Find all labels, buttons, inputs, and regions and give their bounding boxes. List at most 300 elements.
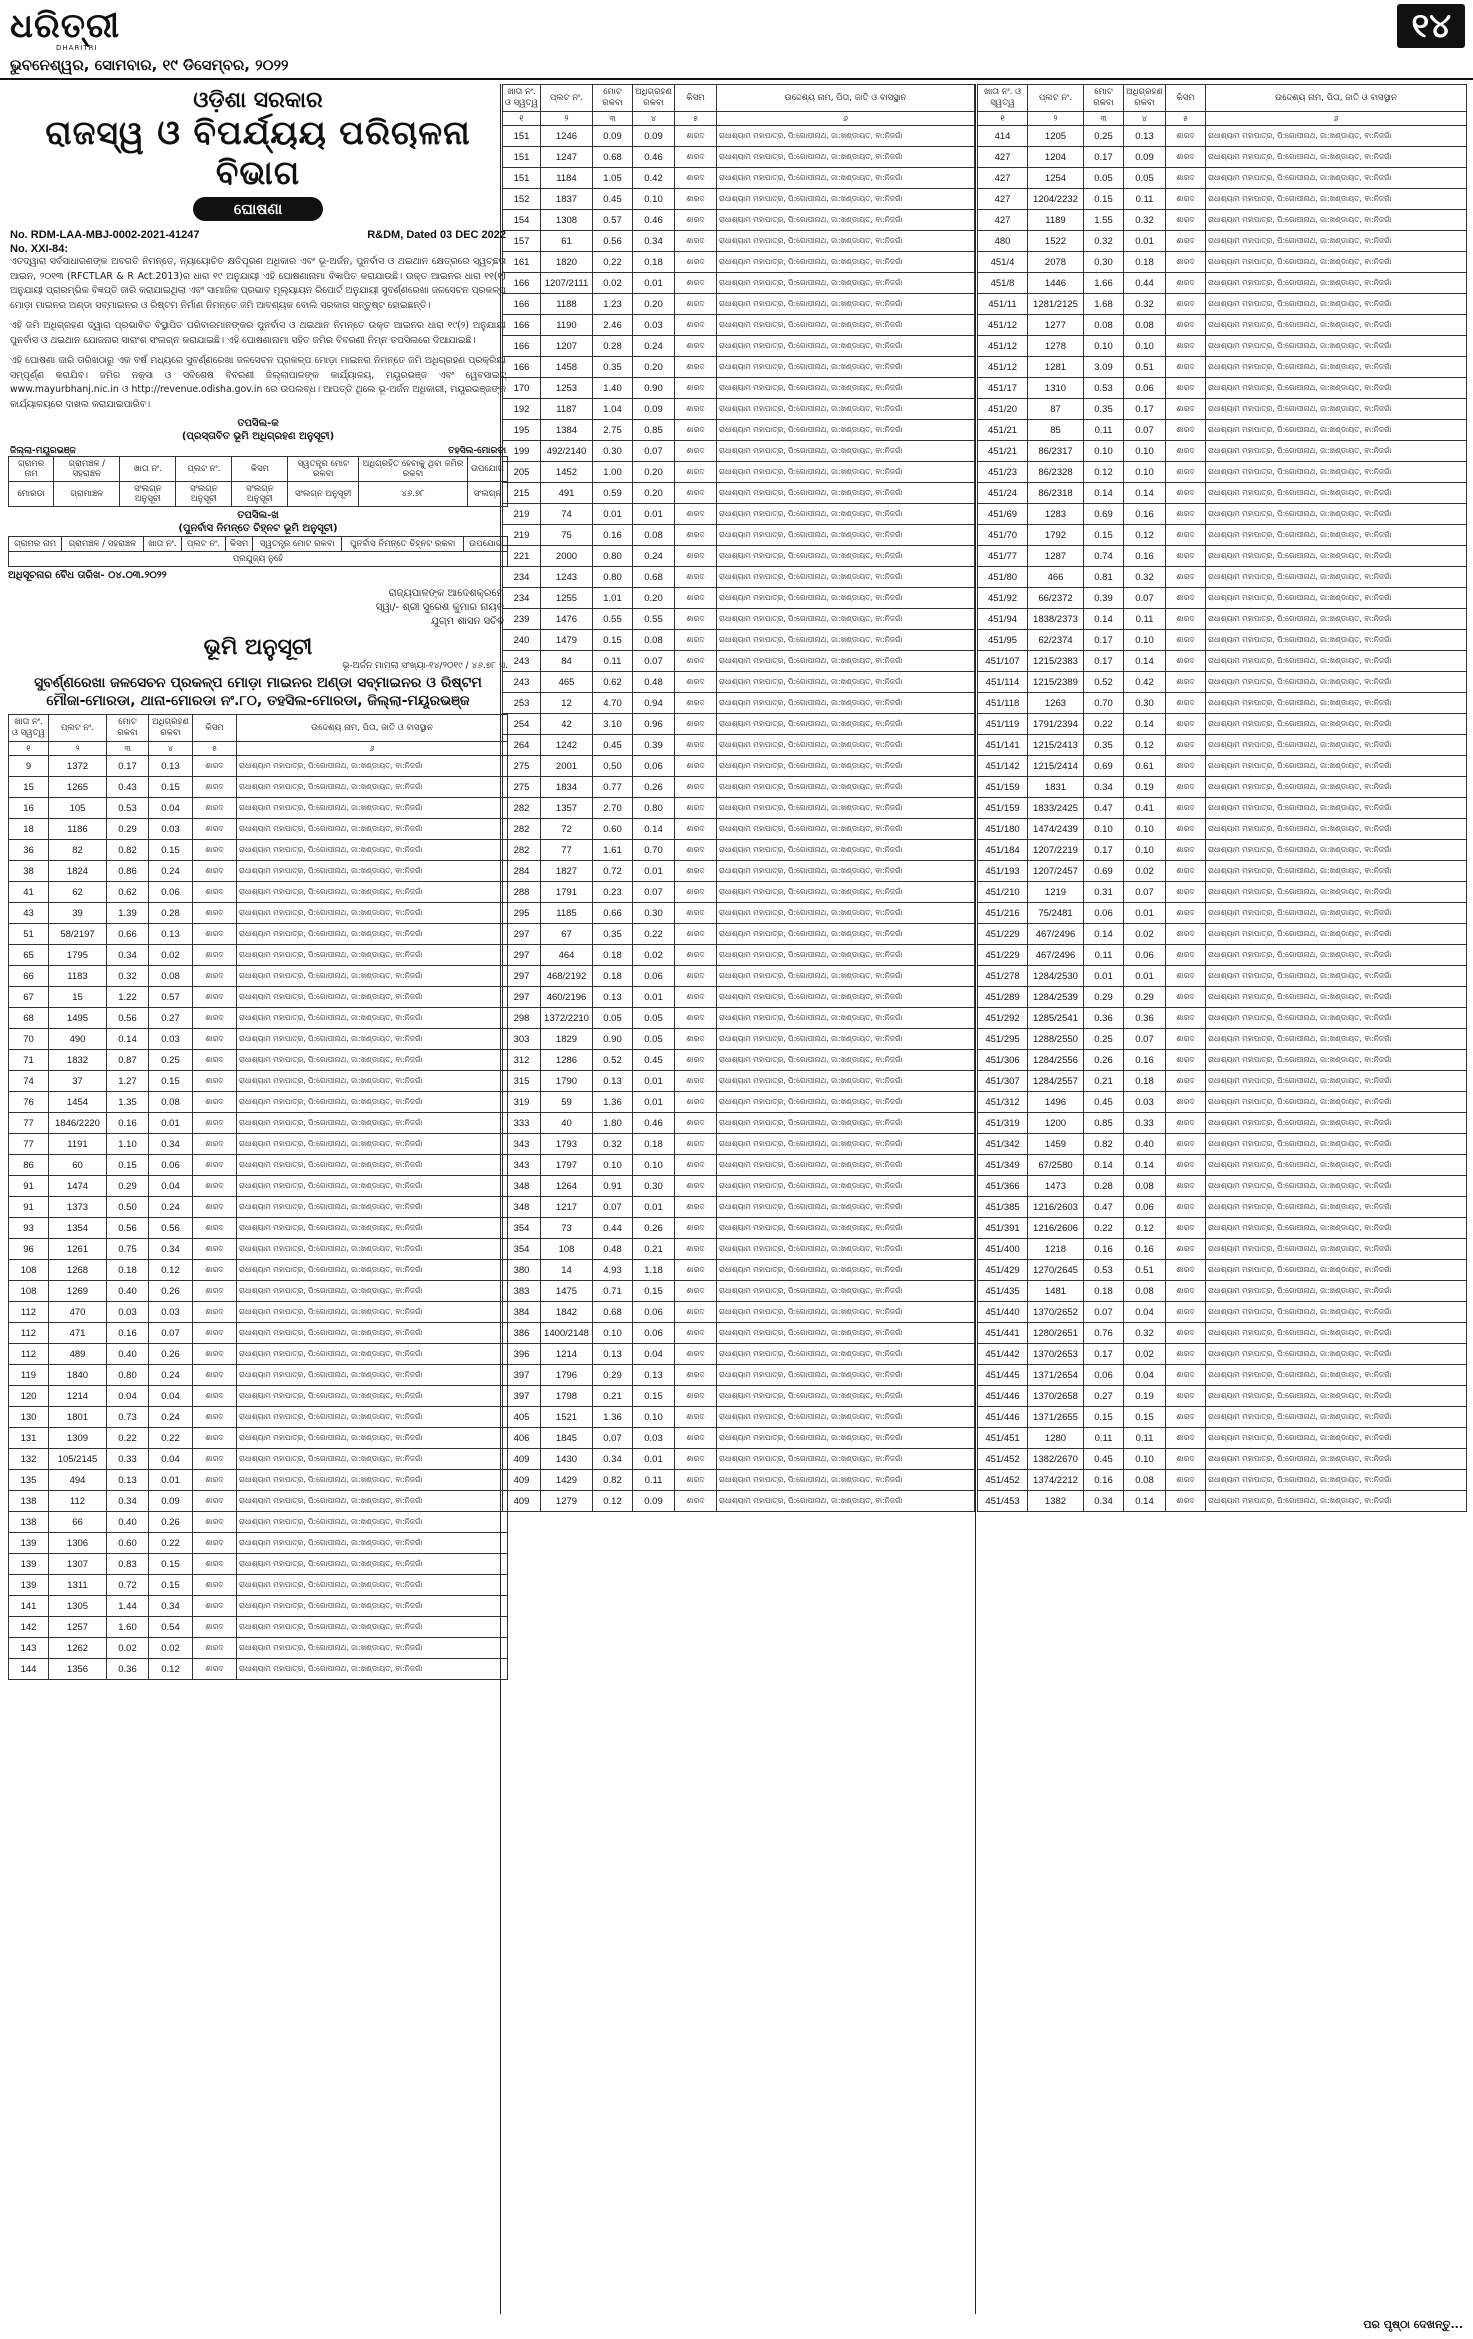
table-cell: 427 xyxy=(978,210,1028,231)
table-cell: 0.24 xyxy=(633,336,675,357)
owner-cell: ରାଧାଶ୍ୟାମ ମହାପାତ୍ର, ପି:ଗୋପୀନାଥ, ଜା:ଖଣ୍ଡାୟତ, ବା:ନିଜଗାଁ xyxy=(717,1449,975,1470)
table-cell: 0.04 xyxy=(149,798,193,819)
table-cell: 4.93 xyxy=(593,1260,633,1281)
table-row xyxy=(978,231,1467,252)
table-cell: 451/349 xyxy=(978,1155,1028,1176)
table-row xyxy=(503,525,975,546)
table-cell: 108 xyxy=(9,1281,49,1302)
table-cell: 451/442 xyxy=(978,1344,1028,1365)
table-cell: 0.44 xyxy=(1124,273,1166,294)
table-cell: 41 xyxy=(9,882,49,903)
table-cell: 1.00 xyxy=(593,462,633,483)
table-cell: 0.35 xyxy=(593,357,633,378)
table-cell: 451/453 xyxy=(978,1491,1028,1512)
table-cell: 451/292 xyxy=(978,1008,1028,1029)
owner-cell: ରାଧାଶ୍ୟାମ ମହାପାତ୍ର, ପି:ଗୋପୀନାଥ, ଜା:ଖଣ୍ଡାୟତ, ବା:ନିଜଗାଁ xyxy=(717,903,975,924)
table-cell: 0.14 xyxy=(1124,651,1166,672)
table-cell: 0.02 xyxy=(149,945,193,966)
kissam-cell: ଶାରଦ xyxy=(675,378,717,399)
kissam-cell: ଶାରଦ xyxy=(193,1302,237,1323)
table-cell: 0.44 xyxy=(593,1218,633,1239)
table-cell: 451/429 xyxy=(978,1260,1028,1281)
table-cell: 0.13 xyxy=(149,756,193,777)
table-cell: 0.04 xyxy=(149,1386,193,1407)
table-cell: 0.27 xyxy=(149,1008,193,1029)
table-cell: 91 xyxy=(9,1176,49,1197)
owner-cell: ରାଧାଶ୍ୟାମ ମହାପାତ୍ର, ପି:ଗୋପୀନାଥ, ଜା:ଖଣ୍ଡାୟତ, ବା:ନିଜଗାଁ xyxy=(1206,378,1467,399)
kissam-cell: ଶାରଦ xyxy=(1166,147,1206,168)
table-cell: 1.44 xyxy=(107,1596,149,1617)
table-cell: 0.01 xyxy=(1084,966,1124,987)
table-row xyxy=(978,609,1467,630)
owner-cell: ରାଧାଶ୍ୟାମ ମହାପାତ୍ର, ପି:ଗୋପୀନାଥ, ଜା:ଖଣ୍ଡାୟତ, ବା:ନିଜଗାଁ xyxy=(717,630,975,651)
table-row xyxy=(978,441,1467,462)
table-cell: 1.27 xyxy=(107,1071,149,1092)
kissam-cell: ଶାରଦ xyxy=(675,756,717,777)
table-cell: 0.11 xyxy=(1124,1428,1166,1449)
owner-cell: ରାଧାଶ୍ୟାମ ମହାପାତ୍ର, ପି:ଗୋପୀନାଥ, ଜା:ଖଣ୍ଡାୟତ, ବା:ନିଜଗାଁ xyxy=(237,1386,508,1407)
table-cell: 1479 xyxy=(541,630,593,651)
kissam-cell: ଶାରଦ xyxy=(193,903,237,924)
kissam-cell: ଶାରଦ xyxy=(1166,315,1206,336)
table-cell: 0.32 xyxy=(1084,231,1124,252)
owner-cell: ରାଧାଶ୍ୟାମ ମହାପାତ୍ର, ପି:ଗୋପୀନାଥ, ଜା:ଖଣ୍ଡାୟତ, ବା:ନିଜଗାଁ xyxy=(237,1092,508,1113)
table-cell: 0.33 xyxy=(1124,1113,1166,1134)
table-row xyxy=(9,1029,508,1050)
table-cell: 0.11 xyxy=(1084,1428,1124,1449)
table-row xyxy=(978,1029,1467,1050)
table-cell: 1207/2111 xyxy=(541,273,593,294)
kissam-cell: ଶାରଦ xyxy=(675,1323,717,1344)
land-table-header: କିସମ xyxy=(1166,85,1206,112)
table-row xyxy=(9,1155,508,1176)
table-cell: 489 xyxy=(49,1344,107,1365)
owner-cell: ରାଧାଶ୍ୟାମ ମହାପାତ୍ର, ପି:ଗୋପୀନାଥ, ଜା:ଖଣ୍ଡାୟତ, ବା:ନିଜଗାଁ xyxy=(1206,882,1467,903)
land-table-col2 xyxy=(502,84,975,1512)
table-row xyxy=(9,1176,508,1197)
table-row xyxy=(978,1386,1467,1407)
kissam-cell: ଶାରଦ xyxy=(193,1533,237,1554)
table-cell: 0.45 xyxy=(593,735,633,756)
kissam-cell: ଶାରଦ xyxy=(193,1134,237,1155)
table-cell: 239 xyxy=(503,609,541,630)
table-cell: 143 xyxy=(9,1638,49,1659)
land-table-index: ୨ xyxy=(1028,112,1084,126)
table-row xyxy=(978,1323,1467,1344)
table-cell: 0.13 xyxy=(1124,126,1166,147)
table-row xyxy=(503,966,975,987)
table-cell: 170 xyxy=(503,378,541,399)
kissam-cell: ଶାରଦ xyxy=(675,1092,717,1113)
owner-cell: ରାଧାଶ୍ୟାମ ମହାପାତ୍ର, ପି:ଗୋପୀନାଥ, ଜା:ଖଣ୍ଡାୟତ, ବା:ନିଜଗାଁ xyxy=(237,1197,508,1218)
kissam-cell: ଶାରଦ xyxy=(675,903,717,924)
owner-cell: ରାଧାଶ୍ୟାମ ମହାପାତ୍ର, ପି:ଗୋପୀନାଥ, ଜା:ଖଣ୍ଡାୟତ, ବା:ନିଜଗାଁ xyxy=(1206,1134,1467,1155)
table-cell: 0.02 xyxy=(1124,924,1166,945)
kissam-cell: ଶାରଦ xyxy=(1166,861,1206,882)
table-cell: 348 xyxy=(503,1197,541,1218)
kissam-cell: ଶାରଦ xyxy=(193,819,237,840)
table-cell: 1481 xyxy=(1028,1281,1084,1302)
table-cell: 397 xyxy=(503,1386,541,1407)
owner-cell: ରାଧାଶ୍ୟାମ ମହାପାତ୍ର, ପି:ଗୋପୀନାଥ, ଜା:ଖଣ୍ଡାୟତ, ବା:ନିଜଗାଁ xyxy=(717,1134,975,1155)
owner-cell: ରାଧାଶ୍ୟାମ ମହାପାତ୍ର, ପି:ଗୋପୀନାଥ, ଜା:ଖଣ୍ଡାୟତ, ବା:ନିଜଗାଁ xyxy=(717,882,975,903)
table-row xyxy=(503,1092,975,1113)
table-row xyxy=(503,1365,975,1386)
kissam-cell: ଶାରଦ xyxy=(675,273,717,294)
table-cell: 0.29 xyxy=(1084,987,1124,1008)
owner-cell: ରାଧାଶ୍ୟାମ ମହାପାତ୍ର, ପି:ଗୋପୀନାଥ, ଜା:ଖଣ୍ଡାୟତ, ବା:ନିଜଗାଁ xyxy=(1206,651,1467,672)
table-cell: 108 xyxy=(541,1239,593,1260)
table-cell: 451/289 xyxy=(978,987,1028,1008)
owner-cell: ରାଧାଶ୍ୟାମ ମହାପାତ୍ର, ପି:ଗୋପୀନାଥ, ଜା:ଖଣ୍ଡାୟତ, ବା:ନିଜଗାଁ xyxy=(1206,1470,1467,1491)
owner-cell: ରାଧାଶ୍ୟାମ ମହାପାତ୍ର, ପି:ଗୋପୀନାଥ, ଜା:ଖଣ୍ଡାୟତ, ବା:ନିଜଗାଁ xyxy=(717,546,975,567)
table-row xyxy=(9,1386,508,1407)
table-cell: 1261 xyxy=(49,1239,107,1260)
table-row xyxy=(9,1281,508,1302)
table-row xyxy=(503,1071,975,1092)
kissam-cell: ଶାରଦ xyxy=(1166,1239,1206,1260)
table-cell: 0.15 xyxy=(593,630,633,651)
table-row xyxy=(978,672,1467,693)
table-cell: 166 xyxy=(503,315,541,336)
schedule-b-header: ଗ୍ରାମର ନାମ xyxy=(9,537,62,552)
table-row xyxy=(503,861,975,882)
table-cell: 0.14 xyxy=(1084,609,1124,630)
land-table-index: ୨ xyxy=(49,742,107,756)
kissam-cell: ଶାରଦ xyxy=(1166,1071,1206,1092)
kissam-cell: ଶାରଦ xyxy=(1166,189,1206,210)
masthead xyxy=(0,0,1473,80)
table-cell: 0.50 xyxy=(593,756,633,777)
table-cell: 0.32 xyxy=(1124,1323,1166,1344)
kissam-cell: ଶାରଦ xyxy=(193,1281,237,1302)
table-cell: 1846/2220 xyxy=(49,1113,107,1134)
table-cell: 0.04 xyxy=(149,1176,193,1197)
kissam-cell: ଶାରଦ xyxy=(1166,1365,1206,1386)
owner-cell: ରାଧାଶ୍ୟାମ ମହାପାତ୍ର, ପି:ଗୋପୀନାଥ, ଜା:ଖଣ୍ଡାୟତ, ବା:ନିଜଗାଁ xyxy=(237,1596,508,1617)
table-cell: 40 xyxy=(541,1113,593,1134)
table-cell: 1824 xyxy=(49,861,107,882)
kissam-cell: ଶାରଦ xyxy=(675,189,717,210)
owner-cell: ରାଧାଶ୍ୟାମ ମହାପାତ୍ର, ପି:ଗୋପୀନାଥ, ଜା:ଖଣ୍ଡାୟତ, ବା:ନିଜଗାଁ xyxy=(717,672,975,693)
table-cell: 0.15 xyxy=(149,1071,193,1092)
table-cell: 0.24 xyxy=(149,1365,193,1386)
owner-cell: ରାଧାଶ୍ୟାମ ମହାପାତ୍ର, ପି:ଗୋପୀନାଥ, ଜା:ଖଣ୍ଡାୟତ, ବା:ନିଜଗାଁ xyxy=(717,1491,975,1512)
kissam-cell: ଶାରଦ xyxy=(675,1365,717,1386)
kissam-cell: ଶାରଦ xyxy=(1166,798,1206,819)
table-cell: 0.13 xyxy=(149,924,193,945)
table-cell: 451/440 xyxy=(978,1302,1028,1323)
table-row xyxy=(503,1197,975,1218)
owner-cell: ରାଧାଶ୍ୟାମ ମହାପାତ୍ର, ପି:ଗୋପୀନାଥ, ଜା:ଖଣ୍ଡାୟତ, ବା:ନିଜଗାଁ xyxy=(1206,1155,1467,1176)
table-cell: 87 xyxy=(1028,399,1084,420)
land-table-header: ମୋଟ ରକବା xyxy=(1084,85,1124,112)
owner-cell: ରାଧାଶ୍ୟାମ ମହାପାତ୍ର, ପି:ଗୋପୀନାଥ, ଜା:ଖଣ୍ଡାୟତ, ବା:ନିଜଗାଁ xyxy=(1206,399,1467,420)
schedule-a-header: ସ୍ୱତନ୍ତ୍ର ମୋଟ ରକବା xyxy=(288,457,359,482)
kissam-cell: ଶାରଦ xyxy=(1166,567,1206,588)
table-cell: 397 xyxy=(503,1365,541,1386)
table-cell: 451/210 xyxy=(978,882,1028,903)
table-row xyxy=(503,231,975,252)
kissam-cell: ଶାରଦ xyxy=(675,525,717,546)
table-cell: 0.34 xyxy=(149,1239,193,1260)
owner-cell: ରାଧାଶ୍ୟାମ ମହାପାତ୍ର, ପି:ଗୋପୀନାଥ, ଜା:ଖଣ୍ଡାୟତ, ବା:ନିଜଗାଁ xyxy=(717,1218,975,1239)
kissam-cell: ଶାରଦ xyxy=(675,1344,717,1365)
signature-block xyxy=(12,587,504,629)
land-table-header: ଖାତା ନଂ. ଓ ସ୍ୱତ୍ୱ xyxy=(978,85,1028,112)
table-row xyxy=(978,1365,1467,1386)
table-cell: 132 xyxy=(9,1449,49,1470)
table-cell: 1219 xyxy=(1028,882,1084,903)
table-row xyxy=(978,1260,1467,1281)
land-table-index: ୧ xyxy=(9,742,49,756)
table-cell: 0.32 xyxy=(1124,210,1166,231)
table-cell: 0.69 xyxy=(1084,861,1124,882)
land-table-index: ୬ xyxy=(1206,112,1467,126)
kissam-cell: ଶାରଦ xyxy=(675,210,717,231)
table-row xyxy=(978,798,1467,819)
table-cell: 1357 xyxy=(541,798,593,819)
table-cell: 409 xyxy=(503,1449,541,1470)
table-cell: 166 xyxy=(503,273,541,294)
schedule-a-header: ଅଧିଗ୍ରହିତ ହେବାକୁ ଥିବା ଜମିର ରକବା xyxy=(359,457,468,482)
table-cell: 0.30 xyxy=(1124,693,1166,714)
schedule-b-table xyxy=(8,536,508,567)
owner-cell: ରାଧାଶ୍ୟାମ ମହାପାତ୍ର, ପି:ଗୋପୀନାଥ, ଜା:ଖଣ୍ଡାୟତ, ବା:ନିଜଗାଁ xyxy=(717,567,975,588)
table-cell: 0.22 xyxy=(1084,1218,1124,1239)
owner-cell: ରାଧାଶ୍ୟାମ ମହାପାତ୍ର, ପି:ଗୋପୀନାଥ, ଜା:ଖଣ୍ଡାୟତ, ବା:ନିଜଗାଁ xyxy=(1206,1008,1467,1029)
table-cell: 84 xyxy=(541,651,593,672)
owner-cell: ରାଧାଶ୍ୟାମ ମହାପାତ୍ର, ପି:ଗୋପୀନାଥ, ଜା:ଖଣ୍ଡାୟତ, ବା:ନିଜଗାଁ xyxy=(717,1323,975,1344)
table-cell: 0.82 xyxy=(593,1470,633,1491)
table-cell: 0.17 xyxy=(1084,651,1124,672)
table-row xyxy=(503,1050,975,1071)
owner-cell: ରାଧାଶ୍ୟାମ ମହାପାତ୍ର, ପି:ଗୋପୀନାଥ, ଜା:ଖଣ୍ଡାୟତ, ବା:ନିଜଗାଁ xyxy=(1206,588,1467,609)
kissam-cell: ଶାରଦ xyxy=(675,861,717,882)
owner-cell: ରାଧାଶ୍ୟାମ ମହାପାତ୍ର, ପି:ଗୋପୀନାଥ, ଜା:ଖଣ୍ଡାୟତ, ବା:ନିଜଗାଁ xyxy=(1206,462,1467,483)
kissam-cell: ଶାରଦ xyxy=(193,1575,237,1596)
owner-cell: ରାଧାଶ୍ୟାମ ମହାପାତ୍ର, ପି:ଗୋପୀନାଥ, ଜା:ଖଣ୍ଡାୟତ, ବା:ନିଜଗାଁ xyxy=(237,924,508,945)
table-row xyxy=(503,987,975,1008)
table-cell: 1798 xyxy=(541,1386,593,1407)
table-cell: 139 xyxy=(9,1554,49,1575)
table-cell: 1287 xyxy=(1028,546,1084,567)
table-cell: 166 xyxy=(503,336,541,357)
table-cell: 0.25 xyxy=(149,1050,193,1071)
table-cell: 0.08 xyxy=(1124,1176,1166,1197)
owner-cell: ରାଧାଶ୍ୟାମ ମହାପାତ୍ର, ପି:ଗୋପୀନାଥ, ଜା:ଖଣ୍ଡାୟତ, ବା:ନିଜଗାଁ xyxy=(1206,441,1467,462)
land-table-header: ମୋଟ ରକବା xyxy=(593,85,633,112)
table-cell: 151 xyxy=(503,147,541,168)
table-row xyxy=(503,672,975,693)
table-cell: 1840 xyxy=(49,1365,107,1386)
table-cell: 1186 xyxy=(49,819,107,840)
table-row xyxy=(9,1365,508,1386)
table-cell: 0.51 xyxy=(1124,357,1166,378)
table-cell: 1200 xyxy=(1028,1113,1084,1134)
owner-cell: ରାଧାଶ୍ୟାମ ମହାପାତ୍ର, ପି:ଗୋପୀନାଥ, ଜା:ଖଣ୍ଡାୟତ, ବା:ନିଜଗାଁ xyxy=(1206,630,1467,651)
table-cell: 451/306 xyxy=(978,1050,1028,1071)
table-cell: 1.40 xyxy=(593,378,633,399)
table-row xyxy=(9,1617,508,1638)
table-cell: 0.04 xyxy=(149,1449,193,1470)
table-cell: 0.14 xyxy=(1124,483,1166,504)
kissam-cell: ଶାରଦ xyxy=(675,630,717,651)
kissam-cell: ଶାରଦ xyxy=(1166,1218,1206,1239)
table-row xyxy=(503,147,975,168)
table-cell: 1277 xyxy=(1028,315,1084,336)
table-row xyxy=(503,882,975,903)
table-row xyxy=(503,1260,975,1281)
table-cell: 0.56 xyxy=(107,1008,149,1029)
land-table-header: କିସମ xyxy=(675,85,717,112)
kissam-cell: ଶାରଦ xyxy=(675,294,717,315)
table-cell: 219 xyxy=(503,525,541,546)
table-cell: 451/69 xyxy=(978,504,1028,525)
owner-cell: ରାଧାଶ୍ୟାମ ମହାପାତ୍ର, ପି:ଗୋପୀନାଥ, ଜା:ଖଣ୍ଡାୟତ, ବା:ନିଜଗାଁ xyxy=(1206,756,1467,777)
owner-cell: ରାଧାଶ୍ୟାମ ମହାପାତ୍ର, ପି:ଗୋପୀନାଥ, ଜା:ଖଣ୍ଡାୟତ, ବା:ନିଜଗାଁ xyxy=(237,1260,508,1281)
table-cell: 58/2197 xyxy=(49,924,107,945)
table-cell: 152 xyxy=(503,189,541,210)
table-cell: 82 xyxy=(49,840,107,861)
table-cell: 18 xyxy=(9,819,49,840)
table-cell: 2078 xyxy=(1028,252,1084,273)
kissam-cell: ଶାରଦ xyxy=(675,1407,717,1428)
table-cell: 0.56 xyxy=(149,1218,193,1239)
table-cell: 0.12 xyxy=(1124,1218,1166,1239)
table-cell: 354 xyxy=(503,1239,541,1260)
table-cell: 0.72 xyxy=(593,861,633,882)
owner-cell: ରାଧାଶ୍ୟାମ ମହାପାତ୍ର, ପି:ଗୋପୀନାଥ, ଜା:ଖଣ୍ଡାୟତ, ବା:ନିଜଗାଁ xyxy=(1206,903,1467,924)
department-heading: ରାଜସ୍ୱ ଓ ବିପର୍ଯ୍ୟୟ ପରିଚାଳନା ବିଭାଗ xyxy=(45,113,471,192)
table-cell: 1474/2439 xyxy=(1028,819,1084,840)
table-cell: 451/12 xyxy=(978,315,1028,336)
table-cell: 1382/2670 xyxy=(1028,1449,1084,1470)
table-cell: 60 xyxy=(49,1155,107,1176)
table-cell: 0.07 xyxy=(1124,588,1166,609)
table-cell: 1474 xyxy=(49,1176,107,1197)
table-cell: 16 xyxy=(9,798,49,819)
schedule-b-header: ଗ୍ରାମଞ୍ଚଳ / ସହରାଞ୍ଚଳ xyxy=(62,537,143,552)
schedule-a-cell: ୪୬.୭୮ xyxy=(359,482,468,507)
table-cell: 0.36 xyxy=(1084,1008,1124,1029)
table-cell: 0.87 xyxy=(107,1050,149,1071)
table-cell: 0.25 xyxy=(1084,126,1124,147)
page-number: ୧୪ xyxy=(1397,4,1465,48)
kissam-cell: ଶାରଦ xyxy=(1166,819,1206,840)
table-cell: 1473 xyxy=(1028,1176,1084,1197)
table-cell: 0.48 xyxy=(593,1239,633,1260)
table-cell: 1243 xyxy=(541,567,593,588)
table-cell: 409 xyxy=(503,1470,541,1491)
owner-cell: ରାଧାଶ୍ୟାମ ମହାପାତ୍ର, ପି:ଗୋପୀନାଥ, ଜା:ଖଣ୍ଡାୟତ, ବା:ନିଜଗାଁ xyxy=(237,1554,508,1575)
table-cell: 0.15 xyxy=(149,777,193,798)
table-cell: 490 xyxy=(49,1029,107,1050)
owner-cell: ରାଧାଶ୍ୟାମ ମହାପାତ୍ର, ପି:ଗୋପୀନାଥ, ଜା:ଖଣ୍ଡାୟତ, ବା:ନିଜଗାଁ xyxy=(717,609,975,630)
owner-cell: ରାଧାଶ୍ୟାମ ମହାପାତ୍ର, ପି:ଗୋପୀନାଥ, ଜା:ଖଣ୍ଡାୟତ, ବା:ନିଜଗାଁ xyxy=(237,798,508,819)
table-cell: 0.15 xyxy=(149,1575,193,1596)
table-cell: 0.55 xyxy=(593,609,633,630)
kissam-cell: ଶାରଦ xyxy=(1166,1323,1206,1344)
table-cell: 0.40 xyxy=(107,1344,149,1365)
kissam-cell: ଶାରଦ xyxy=(193,1092,237,1113)
schedule-note: ଭୂ-ଅର୍ଜନ ମାମଲା ସଂଖ୍ୟା-୧୪/୨୦୧୯ / ୪୬.୭୮ ଏ. xyxy=(342,661,508,671)
table-cell: 1269 xyxy=(49,1281,107,1302)
table-cell: 0.36 xyxy=(107,1659,149,1680)
table-cell: 451/21 xyxy=(978,420,1028,441)
table-row xyxy=(503,1407,975,1428)
table-cell: 468/2192 xyxy=(541,966,593,987)
land-table-index: ୩ xyxy=(593,112,633,126)
table-cell: 0.20 xyxy=(633,462,675,483)
kissam-cell: ଶାରଦ xyxy=(1166,1197,1206,1218)
table-cell: 142 xyxy=(9,1617,49,1638)
table-row xyxy=(9,882,508,903)
owner-cell: ରାଧାଶ୍ୟାମ ମହାପାତ୍ର, ପି:ଗୋପୀନାଥ, ଜା:ଖଣ୍ଡାୟତ, ବା:ନିଜଗାଁ xyxy=(237,1323,508,1344)
kissam-cell: ଶାରଦ xyxy=(193,1470,237,1491)
schedule-b-header: ପ୍ଲଟ ନଂ. xyxy=(182,537,226,552)
table-cell: 0.68 xyxy=(633,567,675,588)
table-cell: 0.18 xyxy=(633,252,675,273)
table-cell: 254 xyxy=(503,714,541,735)
table-cell: 0.12 xyxy=(1084,462,1124,483)
owner-cell: ରାଧାଶ୍ୟାମ ମହାପାତ୍ର, ପି:ଗୋପୀନାଥ, ଜା:ଖଣ୍ଡାୟତ, ବା:ନିଜଗାଁ xyxy=(1206,231,1467,252)
table-cell: 0.16 xyxy=(593,525,633,546)
table-cell: 0.11 xyxy=(633,1470,675,1491)
table-cell: 192 xyxy=(503,399,541,420)
table-cell: 0.45 xyxy=(1084,1449,1124,1470)
table-cell: 0.68 xyxy=(593,147,633,168)
owner-cell: ରାଧାଶ୍ୟାମ ମହାପାତ୍ର, ପି:ଗୋପୀନାଥ, ଜା:ଖଣ୍ଡାୟତ, ବା:ନିଜଗାଁ xyxy=(1206,168,1467,189)
owner-cell: ରାଧାଶ୍ୟାମ ମହାପାତ୍ର, ପି:ଗୋପୀନାଥ, ଜା:ଖଣ୍ଡାୟତ, ବା:ନିଜଗାଁ xyxy=(237,1155,508,1176)
table-cell: 0.15 xyxy=(633,1386,675,1407)
owner-cell: ରାଧାଶ୍ୟାମ ମହାପାତ୍ର, ପି:ଗୋପୀନାଥ, ଜା:ଖଣ୍ଡାୟତ, ବା:ନିଜଗାଁ xyxy=(237,1491,508,1512)
table-cell: 0.35 xyxy=(593,924,633,945)
table-cell: 0.66 xyxy=(107,924,149,945)
owner-cell: ରାଧାଶ୍ୟାମ ମହାପାତ୍ର, ପି:ଗୋପୀନାଥ, ଜା:ଖଣ୍ଡାୟତ, ବା:ନିଜଗାଁ xyxy=(1206,924,1467,945)
table-cell: 1838/2373 xyxy=(1028,609,1084,630)
table-cell: 451/445 xyxy=(978,1365,1028,1386)
kissam-cell: ଶାରଦ xyxy=(193,1176,237,1197)
table-cell: 2000 xyxy=(541,546,593,567)
table-cell: 1216/2603 xyxy=(1028,1197,1084,1218)
table-cell: 0.40 xyxy=(107,1281,149,1302)
table-cell: 166 xyxy=(503,357,541,378)
kissam-cell: ଶାରଦ xyxy=(675,1071,717,1092)
table-cell: 61 xyxy=(541,231,593,252)
table-cell: 0.06 xyxy=(1124,378,1166,399)
owner-cell: ରାଧାଶ୍ୟାମ ମହାପାତ୍ର, ପି:ଗୋପୀନାଥ, ଜା:ଖଣ୍ଡାୟତ, ବା:ନିଜଗାଁ xyxy=(1206,357,1467,378)
table-cell: 0.14 xyxy=(1124,1491,1166,1512)
owner-cell: ରାଧାଶ୍ୟାମ ମହାପାତ୍ର, ପି:ଗୋପୀନାଥ, ଜା:ଖଣ୍ଡାୟତ, ବା:ନିଜଗାଁ xyxy=(717,315,975,336)
table-cell: 0.77 xyxy=(593,777,633,798)
table-cell: 93 xyxy=(9,1218,49,1239)
table-cell: 451/8 xyxy=(978,273,1028,294)
table-cell: 154 xyxy=(503,210,541,231)
owner-cell: ରାଧାଶ୍ୟାମ ମହାପାତ୍ର, ପି:ଗୋପୀନାଥ, ଜା:ଖଣ୍ଡାୟତ, ବା:ନିଜଗାଁ xyxy=(717,1260,975,1281)
table-row xyxy=(978,1113,1467,1134)
table-cell: 1306 xyxy=(49,1533,107,1554)
table-cell: 0.09 xyxy=(633,399,675,420)
kissam-cell: ଶାରଦ xyxy=(675,1155,717,1176)
table-cell: 0.07 xyxy=(1084,1302,1124,1323)
table-cell: 1309 xyxy=(49,1428,107,1449)
table-cell: 112 xyxy=(9,1344,49,1365)
owner-cell: ରାଧାଶ୍ୟାମ ମହାପାତ୍ର, ପି:ଗୋପୀନାଥ, ଜା:ଖଣ୍ଡାୟତ, ବା:ନିଜଗାଁ xyxy=(237,1470,508,1491)
table-cell: 0.17 xyxy=(1084,147,1124,168)
table-cell: 0.30 xyxy=(633,1176,675,1197)
table-row xyxy=(503,924,975,945)
